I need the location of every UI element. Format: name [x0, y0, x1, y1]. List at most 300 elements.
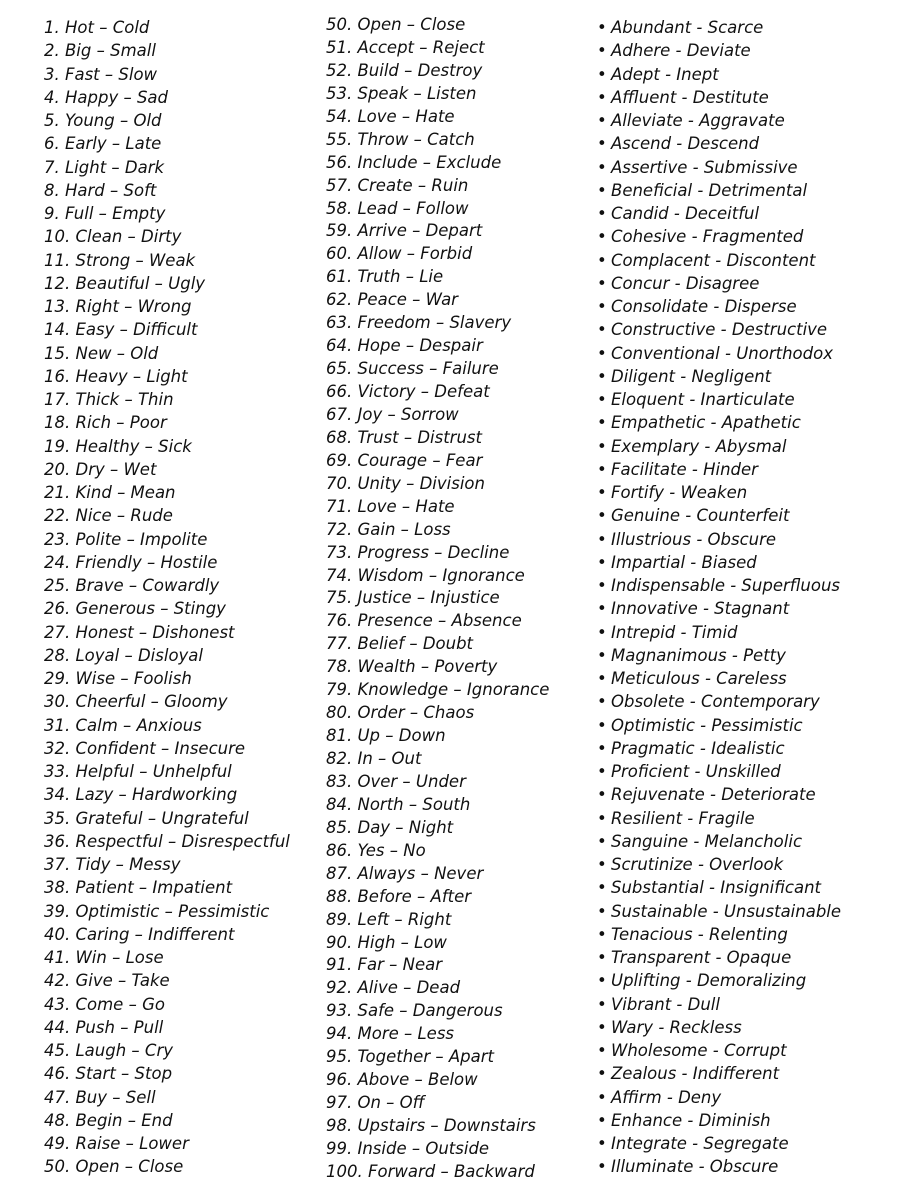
bullet-icon: • — [597, 552, 607, 572]
word-pair-text: 79. Knowledge – Ignorance — [326, 680, 550, 700]
word-pair-text: 62. Peace – War — [326, 290, 458, 310]
bullet-icon: • — [597, 273, 607, 293]
word-pair-text: Meticulous - Careless — [611, 669, 787, 688]
word-pair-text: Sanguine - Melancholic — [611, 831, 803, 851]
list-item — [597, 86, 912, 109]
list-item — [326, 381, 596, 404]
list-item — [597, 528, 912, 551]
list-item — [326, 1000, 596, 1023]
word-pair-text: 70. Unity – Division — [326, 473, 485, 493]
list-item — [326, 909, 596, 932]
list-item — [597, 574, 912, 597]
list-item — [326, 266, 596, 289]
word-pair-text: Innovative - Stagnant — [611, 599, 790, 619]
list-item — [44, 458, 314, 481]
list-item — [326, 748, 596, 771]
list-item — [44, 760, 314, 783]
word-pair-text: 75. Justice – Injustice — [326, 588, 500, 608]
list-item — [44, 318, 314, 341]
list-item — [44, 876, 314, 899]
bullet-icon: • — [597, 87, 607, 107]
word-pair-text: 11. Strong – Weak — [44, 250, 196, 270]
word-pair-text: 69. Courage – Fear — [326, 450, 483, 470]
word-pair-text: Uplifting - Demoralizing — [611, 971, 807, 991]
bullet-icon: • — [597, 971, 607, 991]
bullet-icon: • — [597, 227, 607, 247]
word-pair-text: Concur - Disagree — [611, 273, 760, 293]
list-item — [44, 132, 314, 155]
list-item — [597, 783, 912, 806]
word-pair-text: Indispensable - Superfluous — [611, 576, 841, 595]
word-pair-text: Vibrant - Dull — [611, 994, 720, 1014]
word-pair-text: Constructive - Destructive — [611, 320, 828, 340]
word-pair-text: Impartial - Biased — [611, 552, 757, 572]
list-item — [44, 342, 314, 365]
list-item — [326, 817, 596, 840]
list-item — [597, 1155, 912, 1178]
word-pair-text: Alleviate - Aggravate — [611, 111, 785, 130]
list-item — [326, 220, 596, 243]
word-pair-text: 45. Laugh – Cry — [44, 1041, 173, 1060]
word-pair-text: Illuminate - Obscure — [611, 1157, 779, 1177]
word-pair-text: 59. Arrive – Depart — [326, 221, 483, 241]
word-pair-text: 95. Together – Apart — [326, 1047, 494, 1067]
word-pair-text: 49. Raise – Lower — [44, 1134, 189, 1153]
word-pair-text: 35. Grateful – Ungrateful — [44, 808, 249, 828]
list-item — [597, 249, 912, 272]
bullet-icon: • — [597, 994, 607, 1014]
numbered-list-column-2 — [326, 14, 596, 1184]
list-item — [597, 830, 912, 853]
word-pair-text: Scrutinize - Overlook — [611, 855, 784, 874]
word-pair-text: 18. Rich – Poor — [44, 413, 167, 433]
list-item — [597, 1109, 912, 1132]
word-pair-text: 21. Kind – Mean — [44, 483, 176, 502]
word-pair-text: 48. Begin – End — [44, 1110, 173, 1130]
word-pair-text: 65. Success – Failure — [326, 359, 499, 379]
list-item — [326, 496, 596, 519]
list-item — [326, 794, 596, 817]
list-item — [326, 106, 596, 129]
list-item — [326, 1023, 596, 1046]
list-item — [44, 807, 314, 830]
list-item — [326, 840, 596, 863]
bullet-icon: • — [597, 785, 607, 805]
bullet-icon: • — [597, 18, 607, 37]
list-item — [326, 335, 596, 358]
list-item — [597, 504, 912, 527]
list-item — [597, 644, 912, 667]
word-pair-text: 31. Calm – Anxious — [44, 715, 202, 735]
list-item — [326, 1115, 596, 1138]
bullet-icon: • — [597, 855, 607, 874]
list-item — [44, 853, 314, 876]
word-pair-text: 10. Clean – Dirty — [44, 227, 182, 247]
list-item — [597, 342, 912, 365]
list-item — [44, 435, 314, 458]
word-pair-text: 77. Belief – Doubt — [326, 634, 474, 654]
bullet-icon: • — [597, 459, 607, 479]
list-item — [597, 876, 912, 899]
list-item — [44, 551, 314, 574]
bullet-icon: • — [597, 831, 607, 851]
list-item — [326, 702, 596, 725]
word-pair-text: 99. Inside – Outside — [326, 1138, 490, 1158]
word-pair-text: Affirm - Deny — [611, 1087, 722, 1107]
word-pair-text: 73. Progress – Decline — [326, 542, 510, 562]
word-pair-text: 86. Yes – No — [326, 840, 426, 860]
list-item — [326, 243, 596, 266]
word-pair-text: Wholesome - Corrupt — [611, 1041, 787, 1060]
word-pair-text: 32. Confident – Insecure — [44, 738, 246, 758]
list-item — [44, 528, 314, 551]
bullet-icon: • — [597, 1064, 607, 1084]
list-item — [44, 156, 314, 179]
list-item — [597, 946, 912, 969]
list-item — [44, 388, 314, 411]
word-pair-text: Integrate - Segregate — [611, 1134, 789, 1153]
list-item — [44, 1132, 314, 1155]
list-item — [326, 129, 596, 152]
list-item — [326, 542, 596, 565]
word-pair-text: 78. Wealth – Poverty — [326, 657, 498, 677]
word-pair-text: 60. Allow – Forbid — [326, 244, 473, 264]
list-item — [597, 969, 912, 992]
word-pair-text: 47. Buy – Sell — [44, 1087, 156, 1107]
word-pair-text: 28. Loyal – Disloyal — [44, 645, 203, 665]
list-item — [326, 198, 596, 221]
word-pair-text: Exemplary - Abysmal — [611, 436, 787, 456]
list-item — [597, 667, 912, 690]
list-item — [597, 737, 912, 760]
list-item — [597, 202, 912, 225]
word-pair-text: 7. Light – Dark — [44, 157, 165, 177]
word-pair-text: 9. Full – Empty — [44, 204, 166, 223]
list-item — [326, 1161, 596, 1184]
list-item — [326, 771, 596, 794]
list-item — [44, 1062, 314, 1085]
word-pair-text: 4. Happy – Sad — [44, 87, 169, 107]
word-pair-text: Illustrious - Obscure — [611, 529, 777, 549]
list-item — [44, 946, 314, 969]
word-pair-text: Conventional - Unorthodox — [611, 343, 833, 363]
list-item — [326, 358, 596, 381]
word-pair-text: 36. Respectful – Disrespectful — [44, 831, 290, 851]
word-pair-text: Consolidate - Disperse — [611, 297, 797, 316]
word-pair-text: Resilient - Fragile — [611, 808, 755, 828]
bullet-icon: • — [597, 762, 607, 781]
list-item — [326, 37, 596, 60]
word-pair-text: Affluent - Destitute — [611, 87, 769, 107]
bullet-icon: • — [597, 808, 607, 828]
numbered-list-column-1 — [44, 16, 314, 1179]
list-item — [597, 1062, 912, 1085]
word-pair-text: 14. Easy – Difficult — [44, 320, 198, 340]
list-item — [326, 152, 596, 175]
word-pair-text: 26. Generous – Stingy — [44, 599, 226, 619]
word-pair-text: 58. Lead – Follow — [326, 198, 469, 218]
bullet-icon: • — [597, 948, 607, 967]
list-item — [44, 16, 314, 39]
list-item — [44, 993, 314, 1016]
word-pair-text: 42. Give – Take — [44, 971, 170, 991]
word-pair-text: 27. Honest – Dishonest — [44, 622, 235, 642]
word-pair-text: 81. Up – Down — [326, 726, 446, 746]
word-pair-text: Optimistic - Pessimistic — [611, 715, 803, 735]
list-item — [326, 83, 596, 106]
list-item — [44, 1039, 314, 1062]
bullet-icon: • — [597, 250, 607, 270]
word-pair-text: 52. Build – Destroy — [326, 60, 483, 80]
word-pair-text: Wary - Reckless — [611, 1017, 742, 1037]
bullet-icon: • — [597, 901, 607, 921]
list-item — [597, 551, 912, 574]
word-pair-text: 6. Early – Late — [44, 134, 162, 154]
word-pair-text: 23. Polite – Impolite — [44, 529, 208, 549]
bullet-icon: • — [597, 134, 607, 154]
list-item — [44, 202, 314, 225]
list-item — [597, 1132, 912, 1155]
bullet-icon: • — [597, 1134, 607, 1153]
word-pair-text: 54. Love – Hate — [326, 106, 455, 126]
word-pair-text: Complacent - Discontent — [611, 250, 816, 270]
word-pair-text: 39. Optimistic – Pessimistic — [44, 901, 270, 921]
word-pair-text: 41. Win – Lose — [44, 948, 164, 967]
word-pair-text: Transparent - Opaque — [611, 948, 792, 967]
word-pair-text: Adhere - Deviate — [611, 41, 751, 61]
word-pair-text: 50. Open – Close — [44, 1157, 184, 1177]
list-item — [326, 289, 596, 312]
list-item — [326, 404, 596, 427]
word-pair-text: Rejuvenate - Deteriorate — [611, 785, 816, 805]
word-pair-text: 51. Accept – Reject — [326, 37, 485, 57]
list-item — [326, 954, 596, 977]
list-item — [597, 1016, 912, 1039]
word-pair-text: 17. Thick – Thin — [44, 390, 174, 409]
bullet-icon: • — [597, 576, 607, 595]
list-item — [597, 993, 912, 1016]
word-pair-text: 46. Start – Stop — [44, 1064, 173, 1084]
word-pair-text: 100. Forward – Backward — [326, 1161, 535, 1181]
list-item — [326, 977, 596, 1000]
word-pair-text: 72. Gain – Loss — [326, 519, 451, 539]
word-pair-text: 30. Cheerful – Gloomy — [44, 692, 228, 712]
list-item — [597, 109, 912, 132]
word-pair-text: Enhance - Diminish — [611, 1110, 771, 1130]
list-item — [44, 249, 314, 272]
word-pair-text: 92. Alive – Dead — [326, 978, 461, 998]
bullet-icon: • — [597, 622, 607, 642]
word-pair-text: 2. Big – Small — [44, 41, 156, 61]
list-item — [326, 60, 596, 83]
word-pair-text: 12. Beautiful – Ugly — [44, 273, 206, 293]
list-item — [326, 656, 596, 679]
list-item — [44, 597, 314, 620]
word-pair-text: 3. Fast – Slow — [44, 64, 158, 84]
list-item — [44, 969, 314, 992]
word-pair-text: Obsolete - Contemporary — [611, 692, 820, 712]
word-pair-text: 97. On – Off — [326, 1093, 425, 1113]
word-pair-text: Cohesive - Fragmented — [611, 227, 804, 247]
bullet-icon: • — [597, 738, 607, 758]
list-item — [44, 1155, 314, 1178]
list-item — [597, 923, 912, 946]
list-item — [44, 272, 314, 295]
bullet-icon: • — [597, 645, 607, 665]
list-item — [326, 932, 596, 955]
list-item — [44, 365, 314, 388]
list-item — [597, 853, 912, 876]
bullet-icon: • — [597, 204, 607, 223]
word-pair-text: 87. Always – Never — [326, 863, 484, 883]
word-pair-text: 55. Throw – Catch — [326, 129, 475, 149]
word-pair-text: Candid - Deceitful — [611, 204, 760, 223]
list-item — [44, 179, 314, 202]
list-item — [326, 725, 596, 748]
list-item — [44, 783, 314, 806]
word-pair-text: 76. Presence – Absence — [326, 611, 522, 631]
list-item — [326, 610, 596, 633]
list-item — [326, 587, 596, 610]
word-pair-text: 74. Wisdom – Ignorance — [326, 565, 525, 585]
list-item — [44, 690, 314, 713]
word-pair-text: 22. Nice – Rude — [44, 506, 173, 526]
word-pair-text: 25. Brave – Cowardly — [44, 576, 220, 595]
bullet-icon: • — [597, 599, 607, 619]
list-item — [597, 318, 912, 341]
word-pair-text: 94. More – Less — [326, 1024, 455, 1044]
word-pair-text: 66. Victory – Defeat — [326, 382, 490, 401]
list-item — [326, 1046, 596, 1069]
word-pair-text: 15. New – Old — [44, 343, 159, 363]
list-item — [597, 597, 912, 620]
bullet-icon: • — [597, 1157, 607, 1177]
bullet-icon: • — [597, 529, 607, 549]
word-pair-text: Empathetic - Apathetic — [611, 413, 801, 433]
bullet-icon: • — [597, 320, 607, 340]
bullet-icon: • — [597, 692, 607, 712]
list-item — [597, 411, 912, 434]
list-item — [597, 1086, 912, 1109]
word-pair-text: 53. Speak – Listen — [326, 83, 477, 103]
list-item — [326, 175, 596, 198]
word-pair-text: 63. Freedom – Slavery — [326, 313, 512, 333]
list-item — [44, 737, 314, 760]
word-pair-text: 64. Hope – Despair — [326, 336, 483, 356]
list-item — [597, 16, 912, 39]
list-item — [44, 225, 314, 248]
list-item — [44, 504, 314, 527]
list-item — [597, 900, 912, 923]
word-pair-text: Facilitate - Hinder — [611, 459, 758, 479]
list-item — [326, 886, 596, 909]
list-item — [326, 1092, 596, 1115]
word-pair-text: 1. Hot – Cold — [44, 18, 150, 37]
list-item — [597, 225, 912, 248]
list-item — [597, 760, 912, 783]
list-item — [326, 633, 596, 656]
word-pair-text: Magnanimous - Petty — [611, 645, 786, 665]
bulleted-list-column-3 — [597, 16, 912, 1179]
bullet-icon: • — [597, 64, 607, 84]
bullet-icon: • — [597, 343, 607, 363]
word-pair-text: Assertive - Submissive — [611, 157, 798, 177]
bullet-icon: • — [597, 366, 607, 386]
word-pair-text: 24. Friendly – Hostile — [44, 552, 218, 572]
list-item — [326, 427, 596, 450]
word-pair-text: 16. Heavy – Light — [44, 366, 188, 386]
word-pair-text: Sustainable - Unsustainable — [611, 901, 842, 921]
word-pair-text: 34. Lazy – Hardworking — [44, 785, 238, 805]
list-item — [44, 923, 314, 946]
bullet-icon: • — [597, 924, 607, 944]
word-pair-text: 20. Dry – Wet — [44, 459, 157, 479]
word-pair-text: Diligent - Negligent — [611, 366, 772, 386]
list-item — [326, 312, 596, 335]
word-pair-text: Intrepid - Timid — [611, 622, 738, 642]
word-pair-text: Adept - Inept — [611, 64, 719, 84]
bullet-icon: • — [597, 715, 607, 735]
list-item — [44, 714, 314, 737]
list-item — [326, 14, 596, 37]
bullet-icon: • — [597, 1110, 607, 1130]
word-pair-text: Genuine - Counterfeit — [611, 506, 790, 526]
list-item — [326, 473, 596, 496]
list-item — [597, 179, 912, 202]
list-item — [44, 1109, 314, 1132]
word-pair-text: 44. Push – Pull — [44, 1017, 164, 1037]
word-pair-text: 68. Trust – Distrust — [326, 427, 482, 447]
word-pair-text: 91. Far – Near — [326, 955, 442, 975]
word-pair-text: 67. Joy – Sorrow — [326, 404, 459, 424]
word-pair-text: 43. Come – Go — [44, 994, 165, 1014]
word-pair-text: 89. Left – Right — [326, 909, 452, 929]
list-item — [44, 39, 314, 62]
bullet-icon: • — [597, 1087, 607, 1107]
word-pair-text: 40. Caring – Indifferent — [44, 924, 235, 944]
word-pair-text: 50. Open – Close — [326, 15, 466, 34]
list-item — [597, 63, 912, 86]
list-item — [44, 644, 314, 667]
list-item — [597, 295, 912, 318]
word-pair-text: Zealous - Indifferent — [611, 1064, 780, 1084]
word-pair-text: Pragmatic - Idealistic — [611, 738, 785, 758]
list-item — [326, 863, 596, 886]
word-pair-text: 33. Helpful – Unhelpful — [44, 762, 232, 781]
list-item — [597, 39, 912, 62]
word-pair-text: 82. In – Out — [326, 749, 422, 768]
word-pair-text: 71. Love – Hate — [326, 496, 455, 516]
list-item — [44, 667, 314, 690]
list-item — [597, 481, 912, 504]
word-pair-text: 38. Patient – Impatient — [44, 878, 233, 898]
bullet-icon: • — [597, 483, 607, 502]
bullet-icon: • — [597, 297, 607, 316]
word-pair-text: 29. Wise – Foolish — [44, 669, 192, 688]
list-item — [597, 690, 912, 713]
list-item — [44, 411, 314, 434]
word-pair-text: Ascend - Descend — [611, 134, 760, 154]
list-item — [44, 481, 314, 504]
word-pair-text: Beneficial - Detrimental — [611, 180, 808, 200]
word-pair-text: 90. High – Low — [326, 932, 447, 952]
list-item — [44, 574, 314, 597]
word-pair-text: Fortify - Weaken — [611, 483, 748, 502]
list-item — [44, 295, 314, 318]
word-pair-text: Tenacious - Relenting — [611, 924, 788, 944]
list-item — [326, 1138, 596, 1161]
word-pair-text: Proficient - Unskilled — [611, 762, 781, 781]
